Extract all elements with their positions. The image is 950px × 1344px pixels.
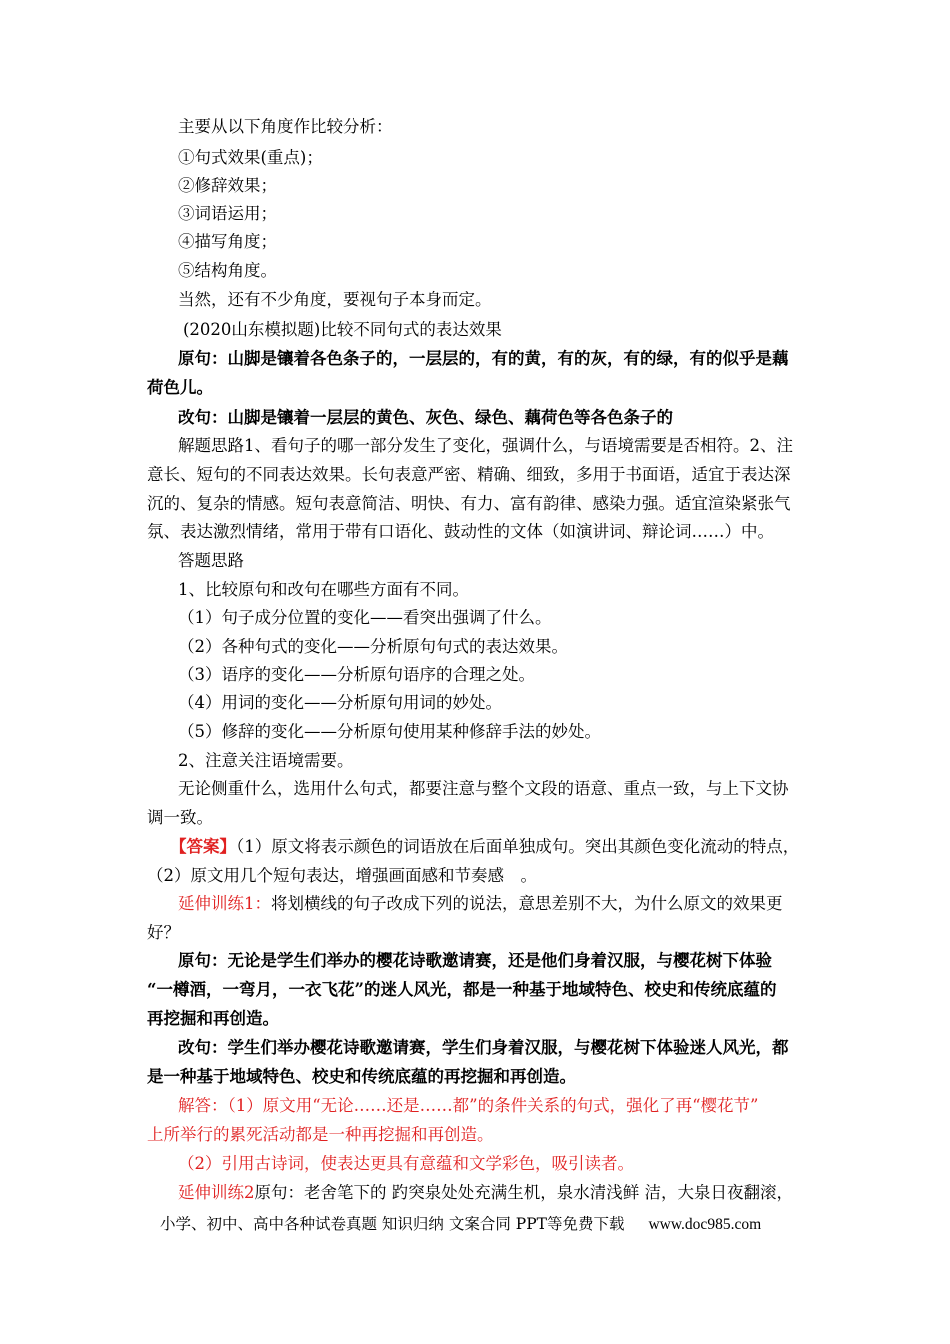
footer-text: 小学、初中、高中各种试卷真题 知识归纳 文案合同 PPT等免费下载 <box>160 1215 625 1233</box>
analysis-line3: 沉的、复杂的情感。短句表意简洁、明快、有力、富有韵律、感染力强。适宜渲染紧张气 <box>147 494 791 513</box>
analysis-line1: 解题思路1、看句子的哪一部分发生了变化，强调什么，与语境需要是否相符。2、注 <box>178 436 793 455</box>
angle-item: ②修辞效果； <box>178 176 277 195</box>
ext1-answer-line2: 上所举行的累死活动都是一种再挖掘和再创造。 <box>147 1125 494 1144</box>
ext1-question-line1 <box>178 891 783 917</box>
example-revised: 改句：山脚是镶着一层层的黄色、灰色、绿色、藕荷色等各色条子的 <box>178 408 673 427</box>
ext1-answer-line3: （2）引用古诗词，使表达更具有意蕴和文学彩色，吸引读者。 <box>178 1154 634 1173</box>
ext1-question: 将划横线的句子改成下列的说法，意思差别不大，为什么原文的效果更 <box>271 894 783 913</box>
ext1-original-line2: “一樽酒，一弯月，一衣飞花”的迷人风光，都是一种基于地域特色、校史和传统底蕴的 <box>147 980 777 999</box>
ext1-question-line2: 好？ <box>147 923 180 942</box>
angle-item: ③词语运用； <box>178 204 277 223</box>
approach-step1: 1、比较原句和改句在哪些方面有不同。 <box>178 580 469 599</box>
footer-url[interactable]: www.doc985.com <box>648 1216 762 1233</box>
answer-text-1: （1）原文将表示颜色的词语放在后面单独成句。突出其颜色变化流动的特点， <box>236 837 800 856</box>
ext1-revised-line1: 改句：学生们举办樱花诗歌邀请赛，学生们身着汉服，与樱花树下体验迷人风光，都 <box>178 1038 789 1057</box>
ext2-label: 延伸训练2 <box>178 1183 255 1202</box>
approach-step2: 2、注意关注语境需要。 <box>178 751 354 770</box>
intro-heading: 主要从以下角度作比较分析： <box>178 117 393 136</box>
page-footer <box>160 1212 761 1237</box>
example-original-line2: 荷色儿。 <box>147 378 213 397</box>
analysis-line4: 氛、表达激烈情绪，常用于带有口语化、鼓动性的文体（如演讲词、辩论词……）中。 <box>147 522 774 541</box>
answer-line1 <box>170 834 799 860</box>
ext1-answer-line1: 解答：（1）原文用“无论……还是……都”的条件关系的句式，强化了再“樱花节” <box>178 1096 759 1115</box>
ext1-label: 延伸训练1： <box>178 894 271 913</box>
approach-item: （3）语序的变化——分析原句语序的合理之处。 <box>178 665 535 684</box>
approach-item: （1）句子成分位置的变化——看突出强调了什么。 <box>178 608 552 627</box>
analysis-line2: 意长、短句的不同表达效果。长句表意严密、精确、细致，多用于书面语，适宜于表达深 <box>147 465 791 484</box>
ext2-text: 原句：老舍笔下的 趵突泉处处充满生机，泉水清浅鲜 洁，大泉日夜翻滚， <box>254 1183 793 1202</box>
ext1-revised-line2: 是一种基于地域特色、校史和传统底蕴的再挖掘和再创造。 <box>147 1067 576 1086</box>
ext2-line <box>178 1180 793 1206</box>
approach-item: （4）用词的变化——分析原句用词的妙处。 <box>178 693 502 712</box>
example-original-line1: 原句：山脚是镶着各色条子的，一层层的，有的黄，有的灰，有的绿，有的似乎是藕 <box>178 349 789 368</box>
ext1-original-line1: 原句：无论是学生们举办的樱花诗歌邀请赛，还是他们身着汉服，与樱花树下体验 <box>178 951 772 970</box>
angle-item: ①句式效果(重点)； <box>178 148 323 167</box>
answer-tag: 【答案】 <box>170 837 236 856</box>
answer-line2: （2）原文用几个短句表达，增强画面感和节奏感 。 <box>147 866 537 885</box>
intro-note: 当然，还有不少角度，要视句子本身而定。 <box>178 290 492 309</box>
context-line2: 调一致。 <box>147 808 213 827</box>
approach-item: （5）修辞的变化——分析原句使用某种修辞手法的妙处。 <box>178 722 601 741</box>
angle-item: ⑤结构角度。 <box>178 261 277 280</box>
approach-item: （2）各种句式的变化——分析原句句式的表达效果。 <box>178 637 568 656</box>
angle-item: ④描写角度； <box>178 232 277 251</box>
context-line1: 无论侧重什么，选用什么句式，都要注意与整个文段的语意、重点一致，与上下文协 <box>178 779 789 798</box>
ext1-original-line3: 再挖掘和再创造。 <box>147 1009 279 1028</box>
example-title: (2020山东模拟题)比较不同句式的表达效果 <box>183 320 502 339</box>
approach-title: 答题思路 <box>178 551 244 570</box>
